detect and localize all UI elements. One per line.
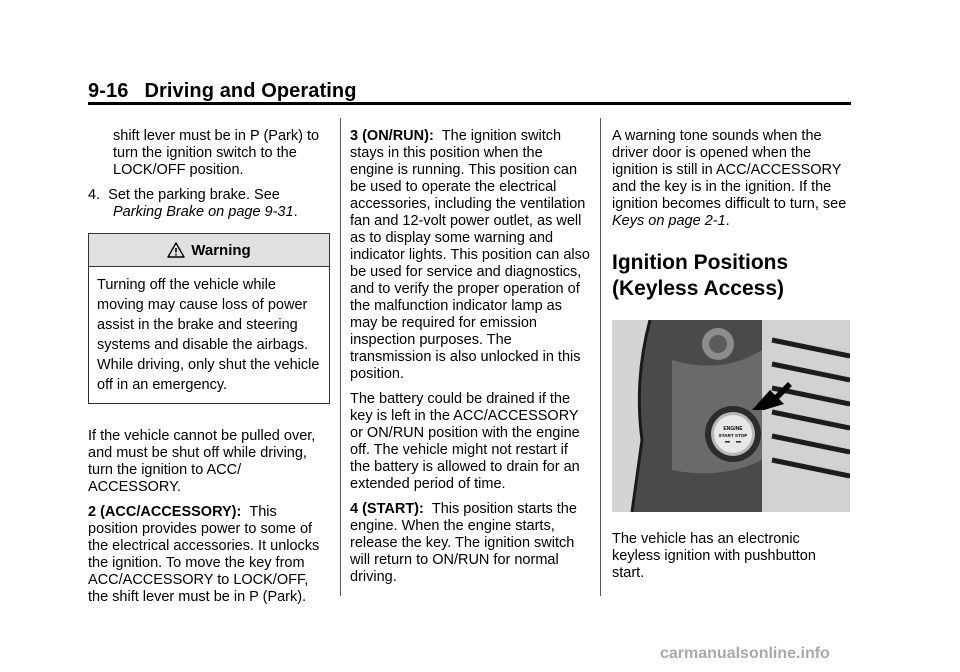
- warning-title: Warning: [191, 241, 251, 259]
- page-number: 9-16: [88, 80, 129, 102]
- keyless-ignition-photo: [612, 320, 850, 512]
- page-header: [88, 80, 357, 103]
- heading-line-2: (Keyless Access): [612, 277, 784, 300]
- on-run-text: The ignition switch stays in this position when the engine is running. This position can be used to operate the electrical accessories, including the ventilation fan and 12-volt power outlet, as well as to display some warning and indicator lights. This position can also be used for service and diagnostics, and to verify the proper operation of the malfunction indicator lamp as may be required for emission inspection purposes. The transmission is also unlocked in this position.: [350, 128, 590, 382]
- acc-paragraph: [88, 504, 330, 606]
- on-run-label: 3 (ON/RUN):: [350, 128, 434, 144]
- warning-triangle-icon: [167, 242, 185, 258]
- header-rule: [88, 102, 851, 105]
- shutoff-paragraph: If the vehicle cannot be pulled over, and must be shut off while driving, turn the ignition to ACC/ ACCESSORY.: [88, 428, 316, 495]
- watermark: carmanualsonline.info: [660, 645, 830, 662]
- acc-label: 2 (ACC/ACCESSORY):: [88, 504, 242, 520]
- step-number: 4.: [88, 187, 101, 203]
- column-1: [88, 128, 330, 614]
- warning-box: [88, 233, 330, 404]
- column-divider-1: [340, 118, 341, 596]
- start-text: This position starts the engine. When the engine starts, release the key. The ignition switch will return to ON/RUN for normal driving.: [350, 501, 577, 585]
- column-divider-2: [600, 118, 601, 596]
- step-4: [88, 187, 330, 221]
- button-label-start-stop: START STOP: [718, 433, 748, 438]
- column-3: [612, 128, 852, 590]
- continued-text: shift lever must be in P (Park) to turn the ignition switch to the LOCK/OFF position.: [113, 128, 320, 178]
- step-end: .: [293, 204, 298, 220]
- column-2: [350, 128, 590, 594]
- keys-link[interactable]: Keys on page 2-1: [612, 213, 726, 229]
- heading-line-1: Ignition Positions: [612, 251, 789, 274]
- parking-brake-link[interactable]: Parking Brake on page 9-31: [113, 204, 294, 220]
- step-text: Set the parking brake. See: [108, 187, 280, 203]
- section-title: Driving and Operating: [144, 80, 357, 102]
- start-paragraph: [350, 501, 590, 586]
- battery-paragraph: The battery could be drained if the key is left in the ACC/ACCESSORY or ON/RUN position with the engine off. The vehicle might not restart if the battery is allowed to drain for an extended period of time.: [350, 391, 580, 492]
- tone-text: A warning tone sounds when the driver door is opened when the ignition is still in ACC/ACCESSORY and the key is in the ignition. If the ignition becomes difficult to turn, see: [612, 128, 847, 212]
- warning-tone-paragraph: [612, 128, 852, 230]
- warning-body: Turning off the vehicle while moving may cause loss of power assist in the brake and steering systems and disable the airbags. While driving, only shut the vehicle off in an emergency.: [97, 277, 320, 393]
- pushbutton-caption: The vehicle has an electronic keyless ignition with pushbutton start.: [612, 531, 816, 581]
- on-run-paragraph: [350, 128, 590, 383]
- start-label: 4 (START):: [350, 501, 424, 517]
- acc-text: This position provides power to some of the electrical accessories. It unlocks the ignition. To move the key from ACC/ACCESSORY to LOCK/OFF, the shift lever must be in P (Park).: [88, 504, 320, 605]
- tone-end: .: [725, 213, 730, 229]
- warning-header: [89, 234, 329, 267]
- ignition-heading: [612, 250, 852, 302]
- button-label-engine: ENGINE: [723, 426, 743, 432]
